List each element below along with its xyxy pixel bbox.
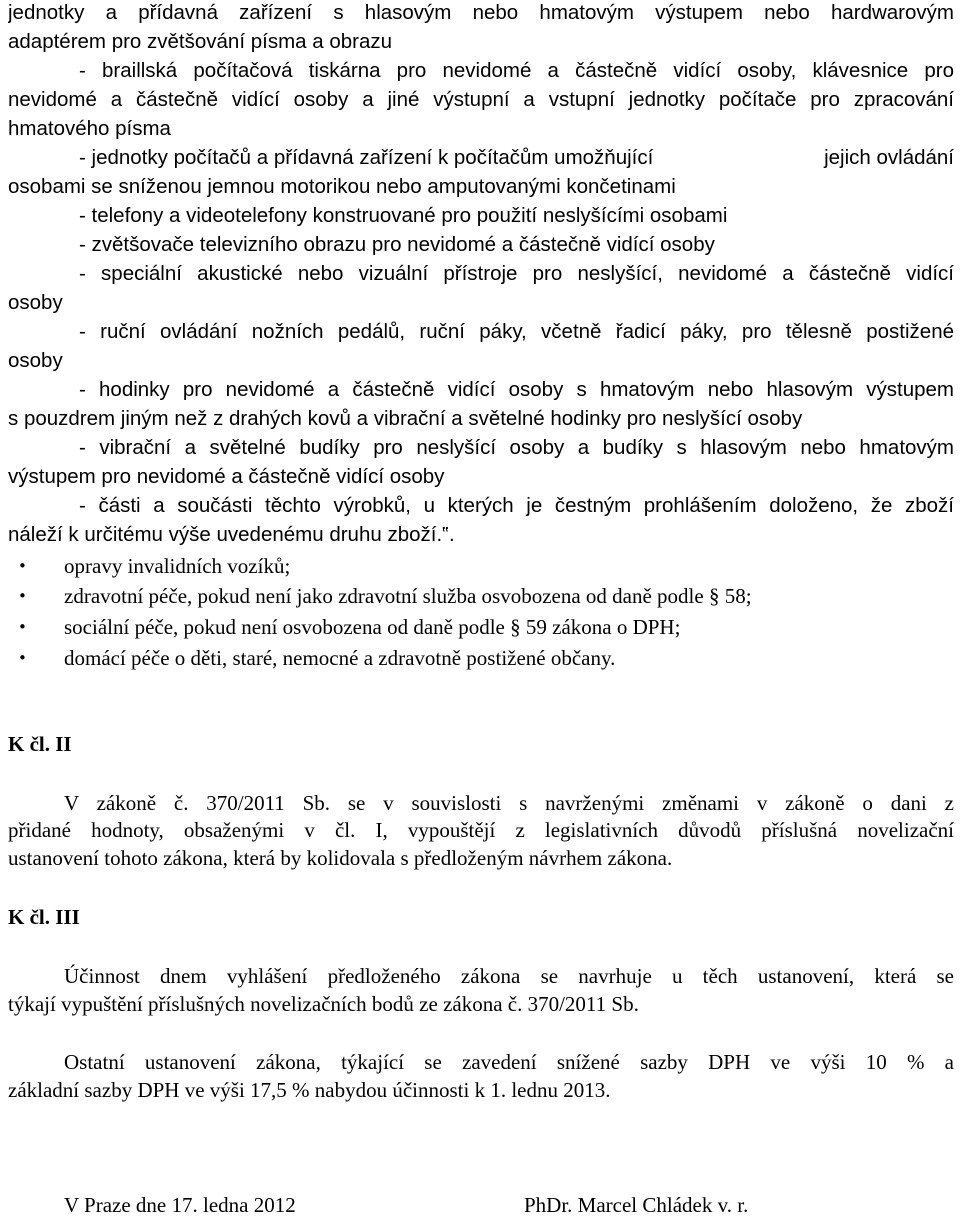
text-line: - speciální akustické nebo vizuální přístroje pro neslyšící, nevidomé a částečně vidící [79,262,954,285]
text-line: jednotky a přídavná zařízení s hlasovým nebo hmatovým výstupem nebo hardwarovým [8,1,954,24]
text-line: jejich ovládání [824,146,954,169]
text-line: - jednotky počítačů a přídavná zařízení k počítačům umožňující [79,146,654,169]
bullet-item: zdravotní péče, pokud není jako zdravotní služba osvobozena od daně podle § 58; [64,584,752,608]
text-line: - části a součásti těchto výrobků, u kterých je čestným prohlášením doloženo, že zboží [79,494,954,517]
bullet-item: domácí péče o děti, staré, nemocné a zdravotně postižené občany. [64,646,616,670]
text-line: nevidomé a částečně vidící osoby a jiné výstupní a vstupní jednotky počítače pro zpracování [8,88,954,111]
text-line: - zvětšovače televizního obrazu pro nevidomé a částečně vidící osoby [79,233,715,256]
paragraph-line: V zákoně č. 370/2011 Sb. se v souvislosti s navrženými změnami v zákoně o dani z [64,791,954,815]
paragraph-line: ustanovení tohoto zákona, která by kolidovala s předloženým návrhem zákona. [8,846,673,870]
text-line: náleží k určitému výše uvedenému druhu zboží.‟. [8,523,455,546]
paragraph-line: Účinnost dnem vyhlášení předloženého zákona se navrhuje u těch ustanovení, která se [64,964,954,988]
section-heading: K čl. II [8,732,72,756]
text-line: osoby [8,291,63,314]
text-line: výstupem pro nevidomé a částečně vidící osoby [8,465,445,488]
text-line: adaptérem pro zvětšování písma a obrazu [8,30,393,53]
section-heading: K čl. III [8,905,80,929]
signature: PhDr. Marcel Chládek v. r. [524,1193,749,1217]
paragraph-line: týkají vypuštění příslušných novelizačních bodů ze zákona č. 370/2011 Sb. [8,992,639,1016]
text-line: - braillská počítačová tiskárna pro nevidomé a částečně vidící osoby, klávesnice pro [79,59,954,82]
paragraph-line: přidané hodnoty, obsaženými v čl. I, vypouštějí z legislativních důvodů příslušná novelizační [8,818,954,842]
bullet-icon: • [18,557,27,575]
text-line: - vibrační a světelné budíky pro neslyšící osoby a budíky s hlasovým nebo hmatovým [79,436,954,459]
paragraph-line: Ostatní ustanovení zákona, týkající se zavedení snížené sazby DPH ve výši 10 % a [64,1050,954,1074]
text-line: - ruční ovládání nožních pedálů, ruční páky, včetně řadicí páky, pro tělesně postižené [79,320,954,343]
text-line: - hodinky pro nevidomé a částečně vidící osoby s hmatovým nebo hlasovým výstupem [79,378,954,401]
text-line: hmatového písma [8,117,171,140]
bullet-item: opravy invalidních vozíků; [64,554,291,578]
text-line: osoby [8,349,63,372]
bullet-icon: • [18,649,27,667]
place-date: V Praze dne 17. ledna 2012 [64,1193,296,1217]
text-line: osobami se sníženou jemnou motorikou nebo amputovanými končetinami [8,175,676,198]
bullet-icon: • [18,618,27,636]
bullet-item: sociální péče, pokud není osvobozena od daně podle § 59 zákona o DPH; [64,615,681,639]
paragraph-line: základní sazby DPH ve výši 17,5 % nabydou účinnosti k 1. lednu 2013. [8,1078,611,1102]
text-line: - telefony a videotelefony konstruované pro použití neslyšícími osobami [79,204,728,227]
text-line: s pouzdrem jiným než z drahých kovů a vibrační a světelné hodinky pro neslyšící osoby [8,407,803,430]
bullet-icon: • [18,587,27,605]
